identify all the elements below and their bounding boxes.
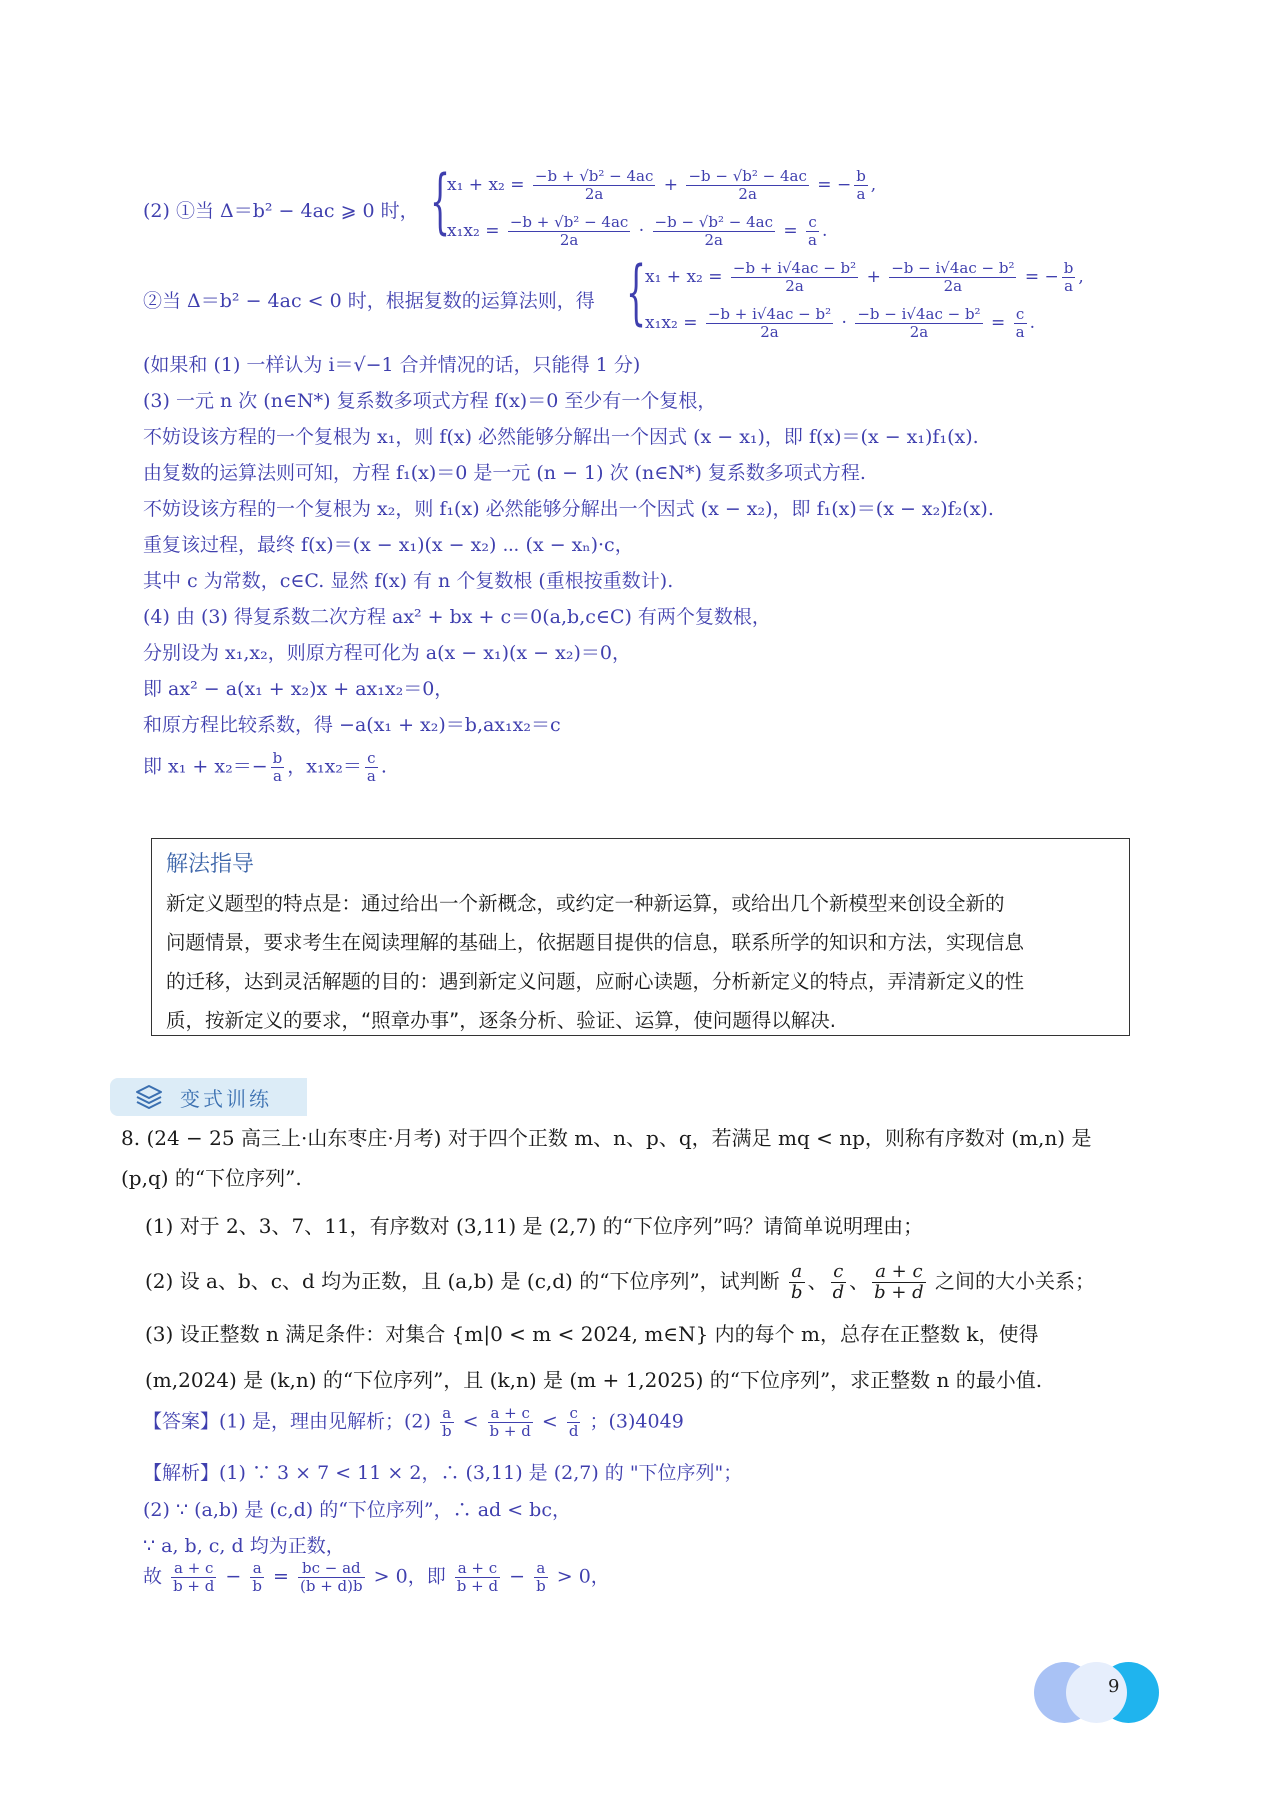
guide-title: 解法指导	[166, 852, 255, 877]
solution-line: 不妨设该方程的一个复根为 x₁，则 f(x) 必然能够分解出一个因式 (x − x₁)，即 f(x)＝(x − x₁)f₁(x).	[143, 426, 979, 448]
practice-banner	[110, 1078, 307, 1116]
layers-icon	[134, 1083, 164, 1111]
analysis-line: ∵ a, b, c, d 均为正数，	[143, 1535, 345, 1557]
solution-line: 由复数的运算法则可知，方程 f₁(x)＝0 是一元 (n − 1) 次 (n∈N*) 复系数多项式方程.	[143, 462, 866, 484]
question-line: (p,q) 的“下位序列”.	[121, 1166, 302, 1190]
guide-line: 新定义题型的特点是：通过给出一个新概念，或约定一种新运算，或给出几个新模型来创设全新的	[166, 892, 1005, 915]
solution-line: 和原方程比较系数，得 −a(x₁ + x₂)＝b,ax₁x₂＝c	[143, 714, 561, 736]
guide-body	[166, 884, 1115, 1040]
system-eq1: x₁ + x₂ = $\frac{\text{−b + √b² − 4ac}}{2a}$ + $\frac{\text{−b − √b² − 4ac}}{2a}$ = − $\frac{b}{a}$ ,	[447, 167, 877, 203]
solution-line: 分别设为 x₁,x₂，则原方程可化为 a(x − x₁)(x − x₂)＝0，	[143, 642, 631, 664]
question-part3: (3) 设正整数 n 满足条件：对集合 {m|0 < m < 2024, m∈N} 内的每个 m，总存在正整数 k，使得	[145, 1322, 1039, 1346]
solution-line: 其中 c 为常数，c∈C. 显然 f(x) 有 n 个复数根 (重根按重数计).	[143, 570, 674, 592]
analysis-line: (2) ∵ (a,b) 是 (c,d) 的“下位序列”，∴ ad < bc，	[143, 1499, 571, 1521]
guide-line: 问题情景，要求考生在阅读理解的基础上，依据题目提供的信息，联系所学的知识和方法，实现信息	[166, 931, 1025, 954]
answer-line: 【答案】(1) 是，理由见解析；(2) $\frac{a}{b}$ < $\frac{a + c}{b + d}$ < $\frac{c}{d}$ ；(3)4049	[143, 1404, 684, 1440]
system2-eq1: x₁ + x₂ = $\frac{\text{−b + i√4ac − b²}}{2a}$ + $\frac{\text{−b − i√4ac − b²}}{2a}$ = − $\frac{b}{a}$ ,	[645, 259, 1084, 295]
guide-line: 的迁移，达到灵活解题的目的：遇到新定义问题，应耐心读题，分析新定义的特点，弄清新定义的性	[166, 970, 1025, 993]
solution-line: 即 ax² − a(x₁ + x₂)x + ax₁x₂＝0，	[143, 678, 454, 700]
system2-eq2: x₁x₂ = $\frac{\text{−b + i√4ac − b²}}{2a}$ · $\frac{\text{−b − i√4ac − b²}}{2a}$ = $\frac{c}{a}$ .	[645, 305, 1035, 341]
question-part3-cont: (m,2024) 是 (k,n) 的“下位序列”，且 (k,n) 是 (m + 1,2025) 的“下位序列”，求正整数 n 的最小值.	[145, 1368, 1043, 1392]
brace-left: {	[430, 160, 451, 242]
analysis-line: 故 $\frac{a + c}{b + d}$ − $\frac{a}{b}$ = $\frac{bc - ad}{(b + d)b}$ > 0，即 $\frac{a + c}{b + d}$ − $\frac{a}{b}$ > 0，	[143, 1559, 610, 1595]
guide-line: 质，按新定义的要求，“照章办事”，逐条分析、验证、运算，使问题得以解决.	[166, 1009, 836, 1032]
question-line: 8. (24 − 25 高三上·山东枣庄·月考) 对于四个正数 m、n、p、q，若满足 mq < np，则称有序数对 (m,n) 是	[121, 1126, 1092, 1150]
solution-part2-case2-prefix: ②当 Δ＝b² − 4ac < 0 时，根据复数的运算法则，得	[143, 290, 595, 312]
system-eq2: x₁x₂ = $\frac{\text{−b + √b² − 4ac}}{2a}$ · $\frac{\text{−b − √b² − 4ac}}{2a}$ = $\frac{c}{a}$ .	[447, 213, 828, 249]
method-guide-box	[151, 838, 1130, 1036]
solution-line: 重复该过程，最终 f(x)＝(x − x₁)(x − x₂) ⋯ (x − xₙ)·c，	[143, 534, 634, 556]
solution-line: (4) 由 (3) 得复系数二次方程 ax² + bx + c＝0(a,b,c∈C) 有两个复数根，	[143, 606, 771, 628]
question-part1: (1) 对于 2、3、7、11，有序数对 (3,11) 是 (2,7) 的“下位序列”吗？请简单说明理由；	[145, 1214, 924, 1238]
analysis-line: 【解析】(1) ∵ 3 × 7 < 11 × 2，∴ (3,11) 是 (2,7) 的 "下位序列"；	[143, 1462, 743, 1484]
solution-final: 即 x₁ + x₂＝− $\frac{b}{a}$ ，x₁x₂＝ $\frac{c}{a}$ .	[143, 749, 387, 785]
practice-label: 变式训练	[180, 1086, 272, 1111]
question-part2: (2) 设 a、b、c、d 均为正数，且 (a,b) 是 (c,d) 的“下位序列”，试判断 $\frac{a}{b}$ 、 $\frac{c}{d}$ 、 $\frac{a + c}{b + d}$ 之间的大小关系；	[145, 1261, 1096, 1303]
solution-line: 不妨设该方程的一个复根为 x₂，则 f₁(x) 必然能够分解出一个因式 (x − x₂)，即 f₁(x)＝(x − x₂)f₂(x).	[143, 498, 994, 520]
solution-part2-case1-prefix: (2) ①当 Δ＝b² − 4ac ⩾ 0 时，	[143, 200, 419, 222]
solution-note: (如果和 (1) 一样认为 i＝√−1 合并情况的话，只能得 1 分)	[143, 354, 641, 376]
page-number: 9	[1108, 1676, 1120, 1697]
solution-line: (3) 一元 n 次 (n∈N*) 复系数多项式方程 f(x)＝0 至少有一个复根，	[143, 390, 717, 412]
brace-left-2: {	[626, 251, 647, 333]
